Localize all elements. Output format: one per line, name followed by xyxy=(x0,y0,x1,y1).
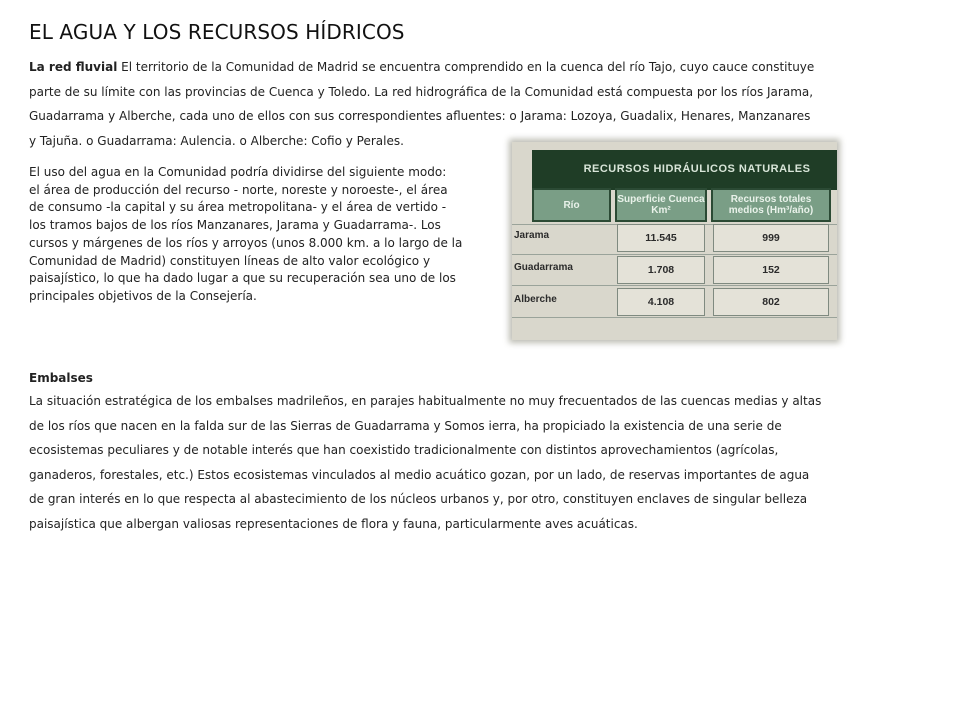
text-line: y Tajuña. o Guadarrama: Aulencia. o Alberche: Cofio y Perales. xyxy=(29,133,404,148)
cell-superficie-guadarrama: 1.708 xyxy=(617,256,705,284)
cell-recursos-guadarrama: 152 xyxy=(713,256,829,284)
table-rule xyxy=(512,285,837,286)
embalses-paragraph xyxy=(29,389,909,536)
text-line: paisajística que albergan valiosas representaciones de flora y fauna, particularmente aves acuáticas. xyxy=(29,516,638,531)
text-line: parte de su límite con las provincias de Cuenca y Toledo. La red hidrográfica de la Comunidad está compuesta por los ríos Jarama, xyxy=(29,84,814,99)
text-line: cursos y márgenes de los ríos y arroyos (unos 8.000 km. a lo largo de la xyxy=(29,235,463,250)
table-header-text: RECURSOS HIDRÁULICOS NATURALES xyxy=(583,163,811,175)
uso-agua-paragraph xyxy=(29,164,499,306)
cell-recursos-alberche: 802 xyxy=(713,288,829,316)
row-label-jarama: Jarama xyxy=(514,230,550,241)
text-line: los tramos bajos de los ríos Manzanares, Jarama y Guadarrama-. Los xyxy=(29,218,441,233)
text-line: Guadarrama y Alberche, cada uno de ellos con sus correspondientes afluentes: o Jarama: Lozoya, Guadalix, Henares, Manzanares xyxy=(29,109,811,123)
recursos-hidraulicos-table-photo xyxy=(512,142,837,340)
red-fluvial-paragraph xyxy=(29,55,899,153)
text-line: de consumo -la capital y su área metropolitana- y el área de vertido - xyxy=(29,200,447,215)
text-line: el área de producción del recurso - norte, noreste y noroeste-, el área xyxy=(29,182,448,197)
text-line: ecosistemas peculiares y de notable interés que han coexistido tradicionalmente con distintos aprovechamientos (agrícolas, xyxy=(29,443,779,457)
column-header-recursos: Recursos totales medios (Hm³/año) xyxy=(711,188,831,222)
column-header-superficie: Superficie Cuenca Km² xyxy=(615,188,707,222)
text-line: de gran interés en lo que respecta al abastecimiento de los núcleos urbanos y, por otro, constituyen enclaves de singular belleza xyxy=(29,492,808,506)
text-line: ganaderos, forestales, etc.) Estos ecosistemas vinculados al medio acuático gozan, por un lado, de reservas importantes de agua xyxy=(29,467,810,482)
column-header-rio: Río xyxy=(532,188,611,222)
table-rule xyxy=(512,254,837,255)
embalses-heading: Embalses xyxy=(29,371,93,385)
cell-superficie-jarama: 11.545 xyxy=(617,224,705,252)
text-line: principales objetivos de la Consejería. xyxy=(29,288,257,303)
text-line-content: El territorio de la Comunidad de Madrid se encuentra comprendido en la cuenca del río Tajo, cuyo cauce constituye xyxy=(117,60,815,74)
text-line: El uso del agua en la Comunidad podría dividirse del siguiente modo: xyxy=(29,165,447,179)
row-label-guadarrama: Guadarrama xyxy=(514,262,573,273)
text-line: La situación estratégica de los embalses madrileños, en parajes habitualmente no muy frecuentados de las cuencas medias y altas xyxy=(29,394,822,408)
red-fluvial-heading: La red fluvial xyxy=(29,60,118,74)
row-label-alberche: Alberche xyxy=(514,294,557,305)
text-line: paisajístico, lo que ha dado lugar a que su recuperación sea uno de los xyxy=(29,271,456,286)
table-rule xyxy=(512,317,837,318)
text-line: de los ríos que nacen en la falda sur de las Sierras de Guadarrama y Somos ierra, ha propiciado la existencia de una serie de xyxy=(29,418,782,433)
cell-recursos-jarama: 999 xyxy=(713,224,829,252)
text-line xyxy=(29,55,899,80)
page-title: EL AGUA Y LOS RECURSOS HÍDRICOS xyxy=(29,20,405,44)
cell-superficie-alberche: 4.108 xyxy=(617,288,705,316)
text-line: Comunidad de Madrid) constituyen líneas de alto valor ecológico y xyxy=(29,253,431,268)
